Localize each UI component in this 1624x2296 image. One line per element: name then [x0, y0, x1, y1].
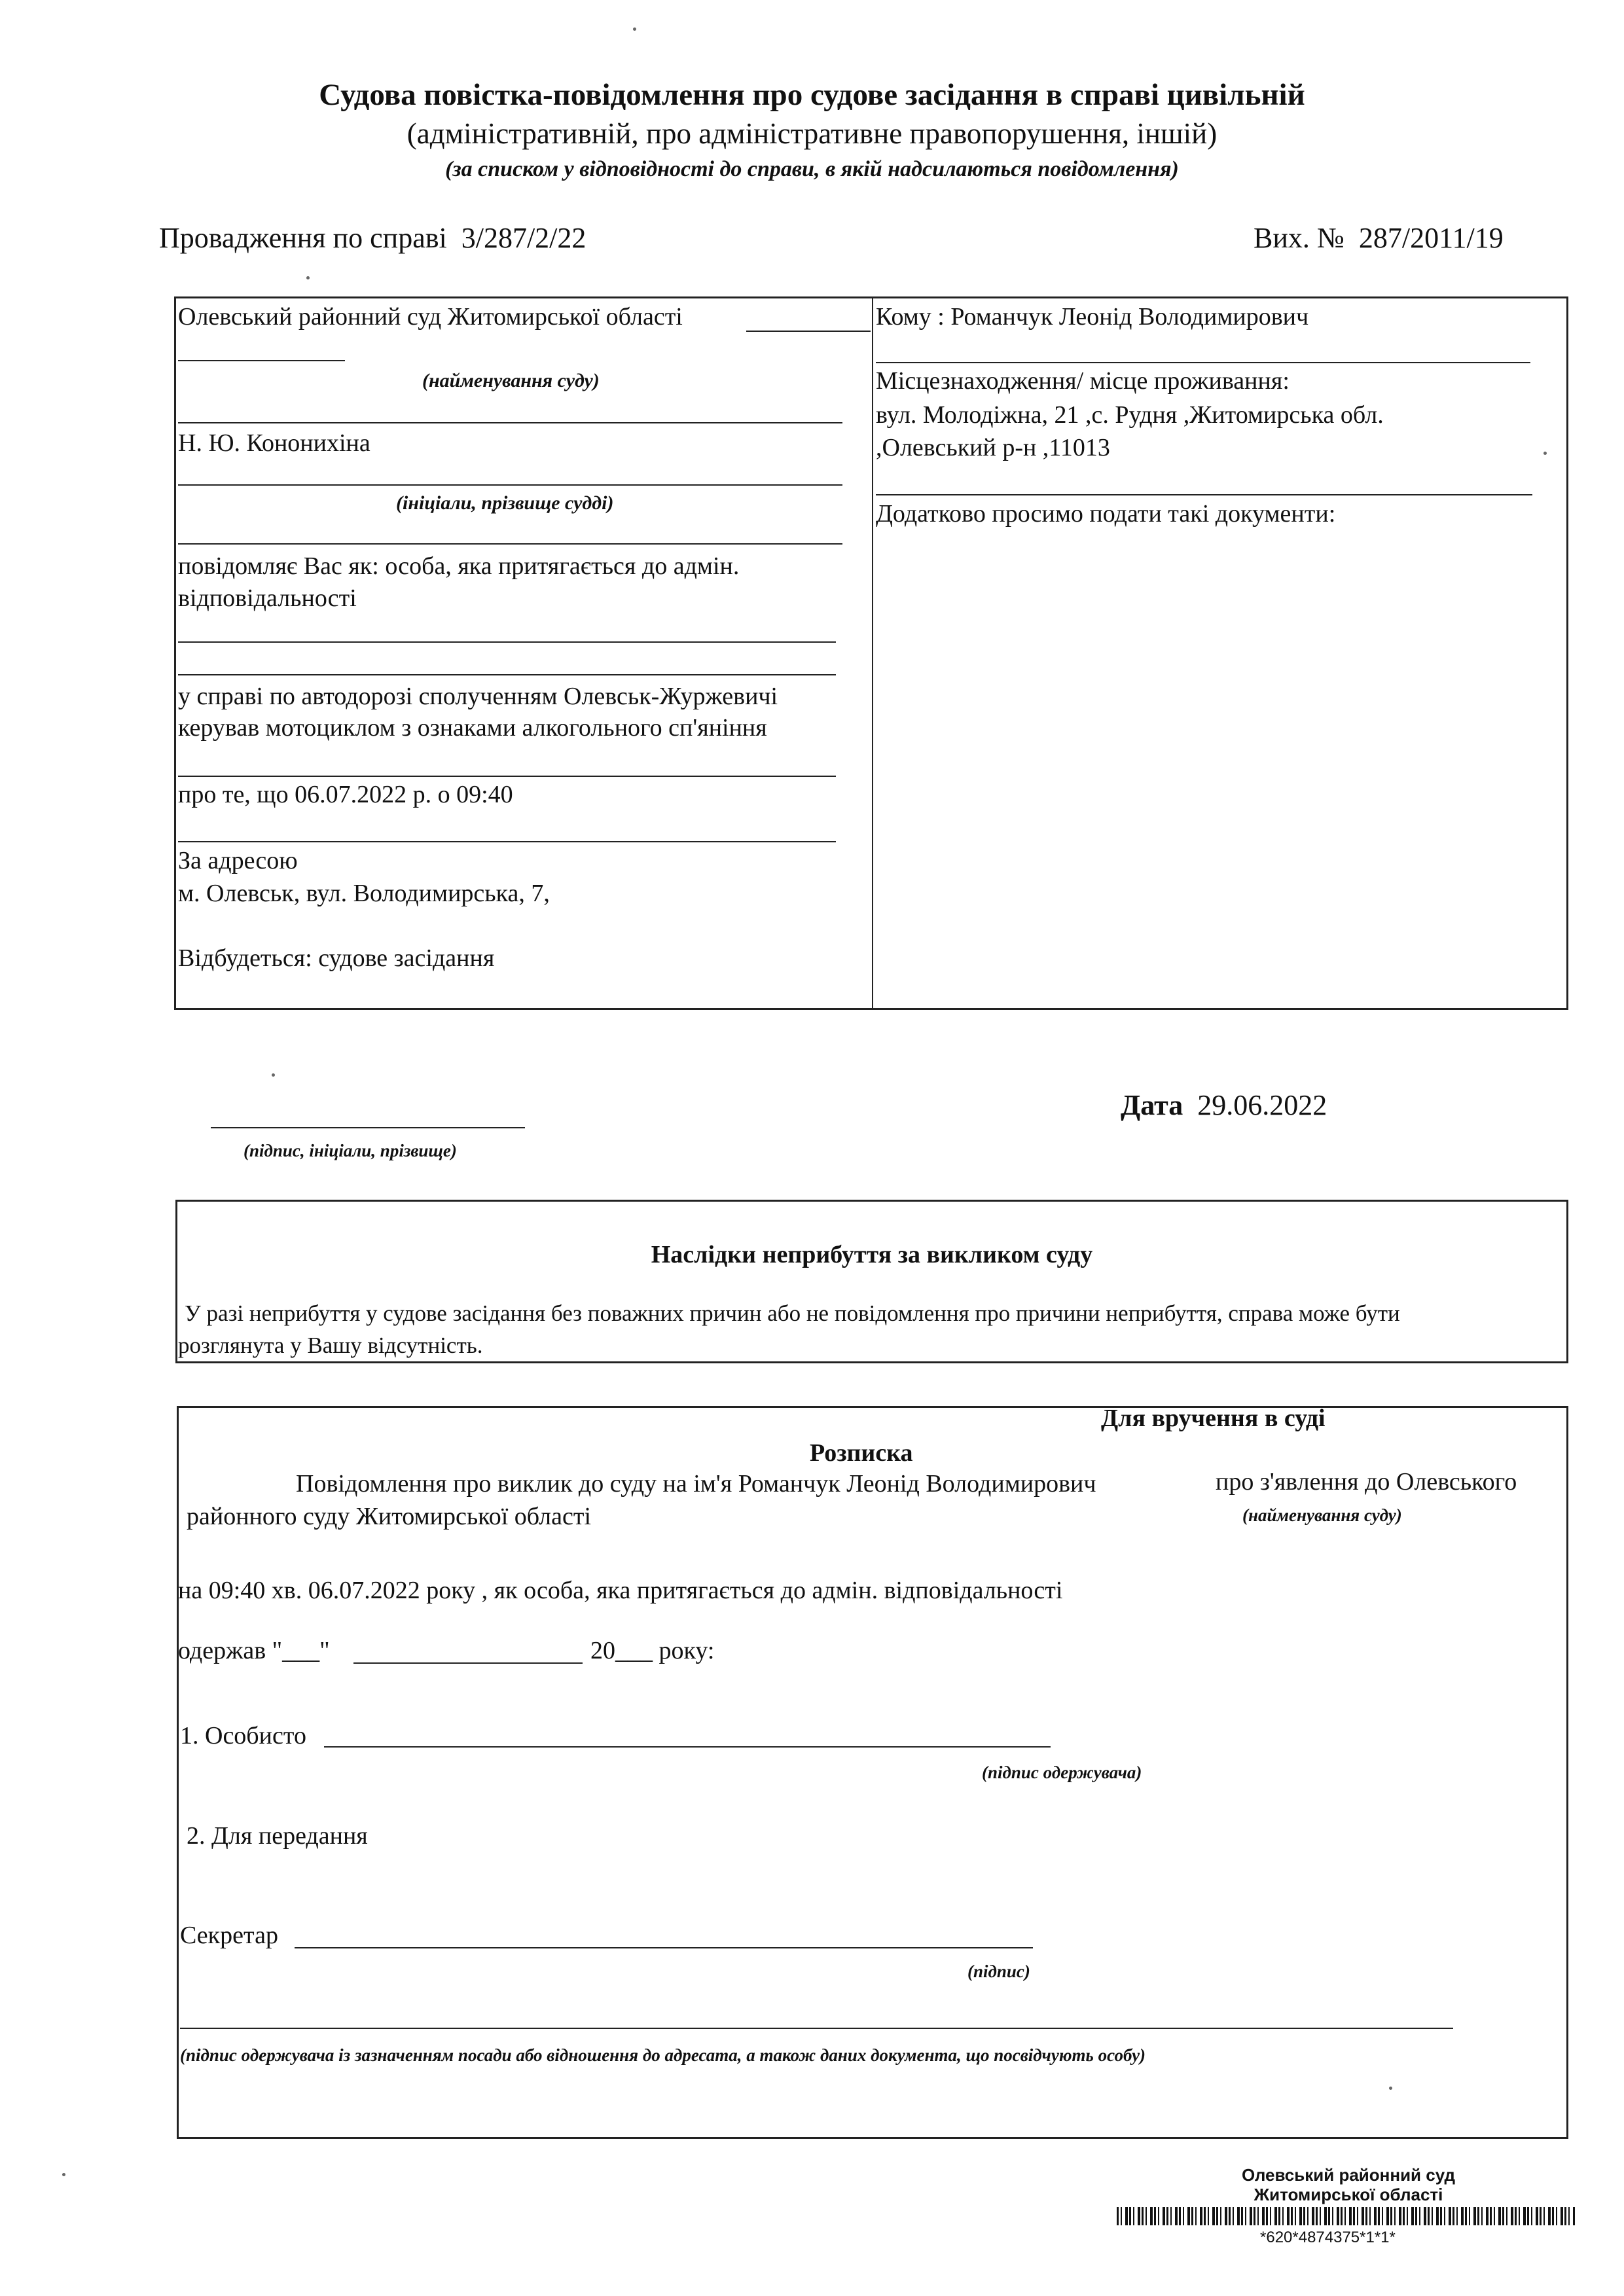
received-date-line: [353, 1662, 583, 1664]
receipt-time-line: на 09:40 хв. 06.07.2022 року , як особа, яка притягається до адмін. відповідальності: [178, 1577, 1063, 1604]
location-label: Місцезнаходження/ місце проживання:: [876, 367, 1290, 395]
consequences-text-line-2: розглянута у Вашу відсутність.: [178, 1333, 483, 1358]
personal-signature-caption: (підпис одержувача): [982, 1763, 1142, 1782]
date-value: 29.06.2022: [1197, 1089, 1327, 1121]
documents-label: Додатково просимо подати такі документи:: [876, 500, 1336, 528]
secretary-signature-caption: (підпис): [967, 1962, 1030, 1981]
receipt-title: Розписка: [810, 1439, 913, 1467]
consequences-text-line-1: У разі неприбуття у судове засідання без поважних причин або не повідомлення про причини неприбуття, справа може бути: [185, 1300, 1400, 1326]
personal-signature-line: [324, 1746, 1051, 1748]
received-date-label: одержав "___": [178, 1637, 330, 1664]
separator: [178, 674, 836, 675]
column-divider: [872, 296, 873, 1010]
secretary-signature-line: [295, 1947, 1033, 1948]
recipient-signature-line: [180, 2028, 1453, 2029]
recipient-signature-caption: (підпис одержувача із зазначенням посади або відношення до адресата, а також даних документа, що посвідчують особу): [180, 2045, 1146, 2065]
case-number-row: [159, 221, 586, 255]
separator: [178, 841, 836, 842]
receipt-court-caption: (найменування суду): [1242, 1505, 1402, 1525]
case-description-line-2: керував мотоциклом з ознаками алкогольного сп'яніння: [178, 714, 767, 742]
date-label: Дата: [1121, 1089, 1183, 1121]
notify-line-2: відповідальності: [178, 584, 357, 612]
secretary-label: Секретар: [180, 1922, 278, 1949]
court-caption: (найменування суду): [422, 370, 600, 391]
recipient-address-line-1: вул. Молодіжна, 21 ,с. Рудня ,Житомирська обл.: [876, 401, 1384, 429]
court-stamp-line-1: Олевський районний суд: [1241, 2165, 1456, 2185]
document-title: Судова повістка-повідомлення про судове засідання в справі цивільній: [319, 78, 1305, 112]
address-label: За адресою: [178, 847, 298, 874]
scan-speck: [272, 1073, 275, 1077]
court-name: Олевський районний суд Житомирської області: [178, 303, 683, 331]
receipt-notice-line-2: районного суду Житомирської області: [187, 1503, 592, 1530]
barcode: [1117, 2207, 1575, 2225]
outgoing-number: 287/2011/19: [1358, 222, 1504, 254]
judge-caption: (ініціали, прізвище судді): [396, 492, 614, 514]
for-court-label: Для вручення в суді: [1101, 1405, 1326, 1432]
receipt-notice-line-1-end: про з'явлення до Олевського: [1216, 1468, 1517, 1496]
case-number: 3/287/2/22: [461, 222, 586, 254]
document-subtitle: (адміністративній, про адміністративне правопорушення, іншій): [406, 117, 1218, 150]
transfer-label: 2. Для передання: [187, 1822, 368, 1850]
case-description-line-1: у справі по автодорозі сполученням Олевськ-Журжевичі: [178, 683, 778, 710]
consequences-title: Наслідки неприбуття за викликом суду: [651, 1241, 1093, 1268]
scan-speck: [1543, 452, 1547, 455]
signature-caption: (підпис, ініціали, прізвище): [244, 1141, 457, 1160]
scan-speck: [1389, 2087, 1392, 2090]
event-line: Відбудеться: судове засідання: [178, 944, 495, 972]
judge-name: Н. Ю. Кононихіна: [178, 429, 370, 457]
separator: [178, 543, 842, 545]
date-row: [1121, 1088, 1327, 1122]
court-name-underline-2: [178, 360, 345, 361]
scan-speck: [306, 276, 310, 279]
signature-line: [211, 1127, 525, 1128]
separator: [178, 422, 842, 423]
received-year-label: 20___ року:: [590, 1637, 715, 1664]
court-stamp-line-2: Житомирської області: [1254, 2185, 1443, 2204]
document-note: (за списком у відповідності до справи, в якій надсилаються повідомлення): [445, 157, 1179, 181]
recipient-line: Кому : Романчук Леонід Володимирович: [876, 303, 1309, 331]
recipient-address-line-2: ,Олевський р-н ,11013: [876, 434, 1110, 461]
barcode-number: *620*4874375*1*1*: [1260, 2229, 1396, 2246]
outgoing-number-row: [1254, 221, 1504, 255]
outgoing-label: Вих. №: [1254, 222, 1344, 254]
address-value: м. Олевськ, вул. Володимирська, 7,: [178, 880, 550, 907]
notify-line-1: повідомляє Вас як: особа, яка притягається до адмін.: [178, 552, 740, 580]
scan-speck: [62, 2173, 65, 2176]
court-name-underline: [746, 331, 871, 332]
receipt-notice-line-1: Повідомлення про виклик до суду на ім'я Романчук Леонід Володимирович: [296, 1470, 1096, 1498]
hearing-datetime: про те, що 06.07.2022 р. о 09:40: [178, 781, 513, 808]
personal-label: 1. Особисто: [180, 1722, 306, 1749]
separator: [876, 494, 1532, 495]
scan-speck: [633, 27, 636, 31]
separator: [876, 362, 1530, 363]
separator: [178, 776, 836, 777]
separator: [178, 484, 842, 486]
separator: [178, 641, 836, 643]
case-label: Провадження по справі: [159, 222, 447, 254]
